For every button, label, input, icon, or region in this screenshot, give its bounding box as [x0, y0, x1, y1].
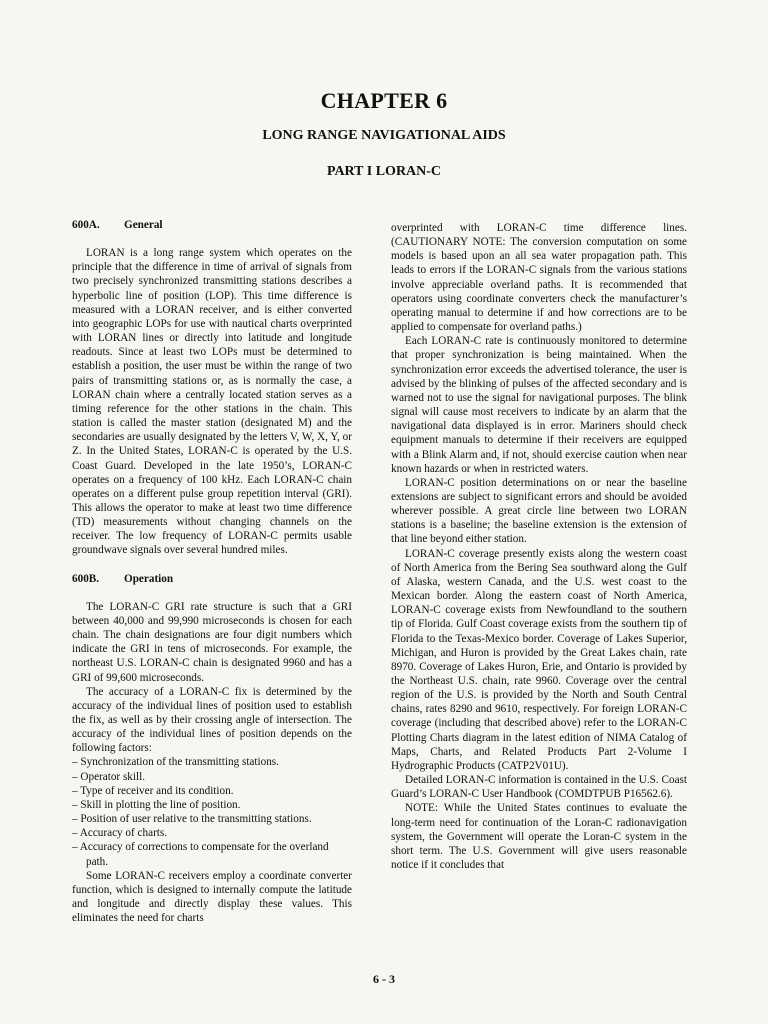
section-heading-operation [72, 572, 352, 586]
paragraph: NOTE: While the United States continues to evaluate the long-term need for continuation of the Loran-C radionavigation system, the Government will operate the Loran-C system in the short term. The U.S. Government will give users reasonable notice if it concludes that [391, 802, 687, 872]
paragraph: Some LORAN-C receivers employ a coordinate converter function, which is designed to internally compute the latitude and longitude and directly display these values. This eliminates the need for charts [72, 869, 352, 925]
paragraph: LORAN-C position determinations on or near the baseline extensions are subject to significant errors and should be avoided wherever possible. A great circle line between two LORAN stations is a baseline; the baseline extension is the extension of that line beyond either station. [391, 476, 687, 546]
right-column [391, 221, 687, 872]
list-item: – Synchronization of the transmitting stations. [72, 755, 352, 769]
section-title: General [124, 219, 163, 231]
paragraph: Each LORAN-C rate is continuously monitored to determine that proper synchronization is being maintained. When the synchronization error exceeds the advertised tolerance, the user is advised by the blinking of pulses of the affected secondary and is warned not to use the signal for navigational purposes. The blink signal will cause most receivers to indicate by an alarm that the navigational data displayed is in error. Mariners should check equipment manuals to determine if their receivers are equipped with a Blink Alarm and, if not, should exercise caution when near known hazards or when in restricted waters. [391, 335, 687, 475]
section-number: 600A. [72, 219, 100, 231]
list-item: – Position of user relative to the transmitting stations. [72, 812, 352, 826]
list-item: – Accuracy of charts. [72, 826, 352, 840]
section-title: Operation [124, 572, 174, 585]
paragraph: The LORAN-C GRI rate structure is such that a GRI between 40,000 and 99,990 microseconds is chosen for each chain. The chain designations are four digit numbers which indicate the GRI in tens of microseconds. For example, the northeast U.S. LORAN-C chain is designated 9960 and has a GRI of 99,600 microseconds. [72, 600, 352, 684]
paragraph: LORAN is a long range system which operates on the principle that the difference in time of arrival of signals from two precisely synchronized transmitting stations describes a hyperbolic line of position (LOP). This time difference is measured with a LORAN receiver, and is either converted into geographic LOPs for use with nautical charts overprinted with LORAN lines or directly into latitude and longitude readouts. Since at least two LOPs must be determined to establish a position, the user must be within the range of two pairs of transmitting stations or, as is normally the case, a LORAN chain where a centrally located station serves as a timing reference for the other stations in the chain. This station is called the master station (designated M) and the secondaries are usually designated by the letters V, W, X, Y, or Z. In the United States, LORAN-C is operated by the U.S. Coast Guard. Developed in the late 1950’s, LORAN-C operates on a frequency of 100 kHz. Each LORAN-C chain operates on a different pulse group repetition interval (GRI). This allows the operator to make at least two time difference (TD) measurements without changing channels on the receiver. The low frequency of LORAN-C permits usable groundwave signals over several hundred miles. [72, 247, 352, 557]
paragraph: overprinted with LORAN-C time difference lines. (CAUTIONARY NOTE: The conversion computation on some models is based upon an all sea water propagation path. This leads to errors if the LORAN-C signals from the various stations involve appreciable overland paths. It is recommended that operators using coordinate converters check the manufacturer’s operating manual to determine if and how corrections are to be applied to compensate for overland paths.) [391, 222, 687, 334]
accuracy-factors-list [72, 755, 352, 868]
section-number: 600B. [72, 572, 100, 585]
paragraph: LORAN-C coverage presently exists along the western coast of North America from the Bering Sea southward along the Gulf of Alaska, western Canada, and the U.S. west coast to the Mexican border. Along the eastern coast of North America, LORAN-C coverage exists from Newfoundland to the southern tip of Florida. Gulf Coast coverage exists from the southern tip of Florida to the Texas-Mexico border. Coverage of Lakes Superior, Michigan, and Huron is provided by the Great Lakes chain, rate 8970. Coverage of Lakes Huron, Erie, and Ontario is provided by the Northeast U.S. chain, rate 9960. Coverage over the central region of the U.S. is provided by the North and South Central chains, rates 8290 and 9610, respectively. For foreign LORAN-C coverage (including that described above) refer to the LORAN-C Plotting Charts diagram in the latest edition of NIMA Catalog of Maps, Charts, and Related Products Part 2-Volume I Hydrographic Products (CATP2V01U). [391, 547, 687, 772]
list-item: – Operator skill. [72, 770, 352, 784]
section-heading-general [72, 218, 352, 232]
list-item: – Skill in plotting the line of position. [72, 798, 352, 812]
left-column [72, 218, 352, 925]
paragraph: Detailed LORAN-C information is contained in the U.S. Coast Guard’s LORAN-C User Handbook (COMDTPUB P16562.6). [391, 774, 687, 801]
list-item: – Accuracy of corrections to compensate for the overland path. [72, 840, 352, 868]
chapter-title: CHAPTER 6 [320, 88, 448, 113]
chapter-subtitle: LONG RANGE NAVIGATIONAL AIDS [262, 128, 506, 143]
paragraph: The accuracy of a LORAN-C fix is determined by the accuracy of the individual lines of position used to establish the fix, as well as by their crossing angle of intersection. The accuracy of the individual lines of position depends on the following factors: [72, 685, 352, 755]
part-title: PART I LORAN-C [326, 164, 442, 179]
page-number: 6 - 3 [373, 972, 395, 986]
list-item: – Type of receiver and its condition. [72, 784, 352, 798]
